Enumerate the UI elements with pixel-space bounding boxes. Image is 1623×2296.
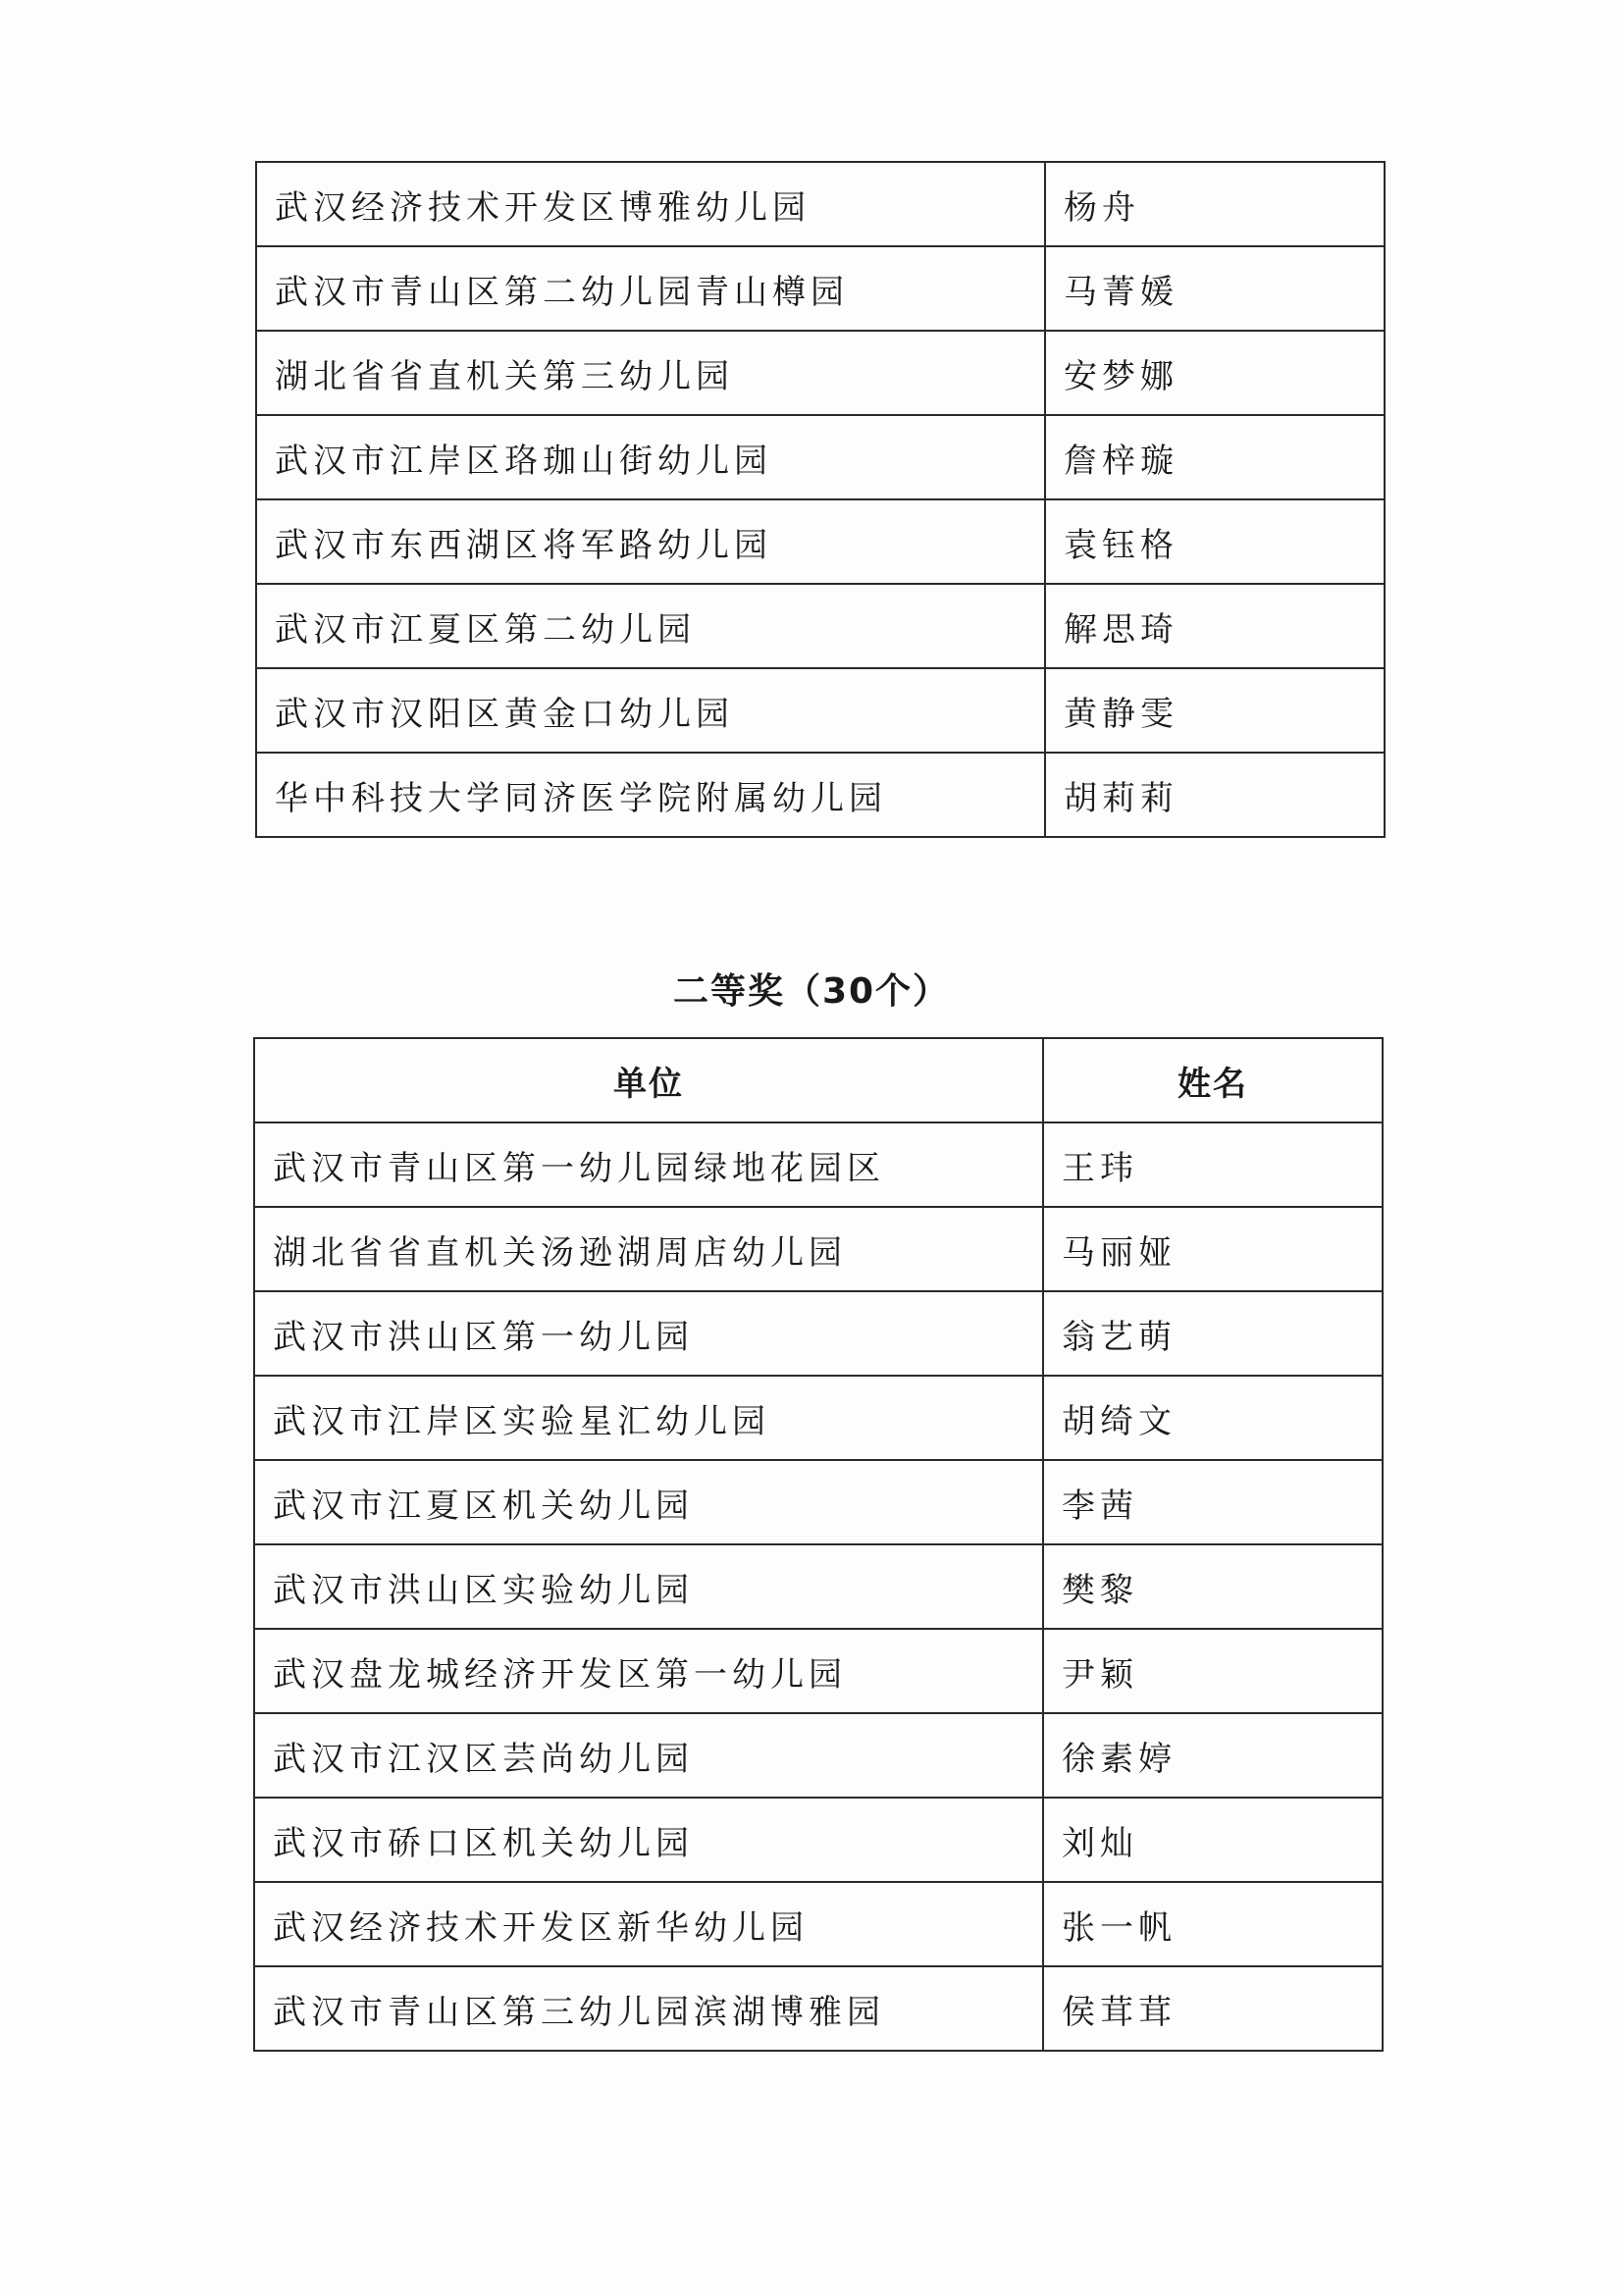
table-row [256,584,1385,668]
name-cell: 侯茸茸 [1043,1966,1383,2051]
header-unit: 单位 [254,1038,1043,1122]
name-cell: 王玮 [1043,1122,1383,1207]
table-row [256,331,1385,415]
unit-cell: 武汉市江岸区珞珈山街幼儿园 [256,415,1045,499]
unit-cell: 武汉市江夏区第二幼儿园 [256,584,1045,668]
table-row [254,1544,1383,1629]
name-cell: 解思琦 [1045,584,1385,668]
header-name: 姓名 [1043,1038,1383,1122]
second-prize-title: 二等奖（30个） [672,971,951,1012]
name-cell: 马丽娅 [1043,1207,1383,1291]
name-cell: 张一帆 [1043,1882,1383,1966]
name-cell: 刘灿 [1043,1798,1383,1882]
table-row [256,246,1385,331]
name-cell: 樊黎 [1043,1544,1383,1629]
table-row [254,1291,1383,1376]
first-prize-table-continued [255,161,1386,838]
unit-cell: 武汉市江汉区芸尚幼儿园 [254,1713,1043,1798]
table-row [254,1798,1383,1882]
unit-cell: 华中科技大学同济医学院附属幼儿园 [256,753,1045,837]
name-cell: 詹梓璇 [1045,415,1385,499]
unit-cell: 武汉经济技术开发区博雅幼儿园 [256,162,1045,246]
name-cell: 胡绮文 [1043,1376,1383,1460]
name-cell: 杨舟 [1045,162,1385,246]
table-row [256,415,1385,499]
table-row [254,1713,1383,1798]
unit-cell: 武汉市洪山区实验幼儿园 [254,1544,1043,1629]
name-cell: 马菁媛 [1045,246,1385,331]
table-row [254,1629,1383,1713]
name-cell: 李茜 [1043,1460,1383,1544]
name-cell: 翁艺萌 [1043,1291,1383,1376]
unit-cell: 武汉市青山区第一幼儿园绿地花园区 [254,1122,1043,1207]
name-cell: 胡莉莉 [1045,753,1385,837]
table-row [256,162,1385,246]
table-row [254,1882,1383,1966]
unit-cell: 武汉盘龙城经济开发区第一幼儿园 [254,1629,1043,1713]
table-row [254,1966,1383,2051]
table-row [254,1207,1383,1291]
second-prize-table [253,1037,1384,2052]
unit-cell: 武汉市江岸区实验星汇幼儿园 [254,1376,1043,1460]
name-cell: 徐素婷 [1043,1713,1383,1798]
table-row [256,499,1385,584]
unit-cell: 武汉市东西湖区将军路幼儿园 [256,499,1045,584]
table-row [256,753,1385,837]
name-cell: 安梦娜 [1045,331,1385,415]
unit-cell: 武汉市青山区第二幼儿园青山樽园 [256,246,1045,331]
name-cell: 袁钰格 [1045,499,1385,584]
unit-cell: 武汉市江夏区机关幼儿园 [254,1460,1043,1544]
unit-cell: 武汉经济技术开发区新华幼儿园 [254,1882,1043,1966]
table-row [254,1376,1383,1460]
name-cell: 尹颖 [1043,1629,1383,1713]
unit-cell: 湖北省省直机关第三幼儿园 [256,331,1045,415]
table-row [256,668,1385,753]
table-header-row [254,1038,1383,1122]
unit-cell: 武汉市汉阳区黄金口幼儿园 [256,668,1045,753]
unit-cell: 武汉市洪山区第一幼儿园 [254,1291,1043,1376]
table-row [254,1122,1383,1207]
unit-cell: 武汉市青山区第三幼儿园滨湖博雅园 [254,1966,1043,2051]
name-cell: 黄静雯 [1045,668,1385,753]
unit-cell: 湖北省省直机关汤逊湖周店幼儿园 [254,1207,1043,1291]
table-row [254,1460,1383,1544]
unit-cell: 武汉市硚口区机关幼儿园 [254,1798,1043,1882]
